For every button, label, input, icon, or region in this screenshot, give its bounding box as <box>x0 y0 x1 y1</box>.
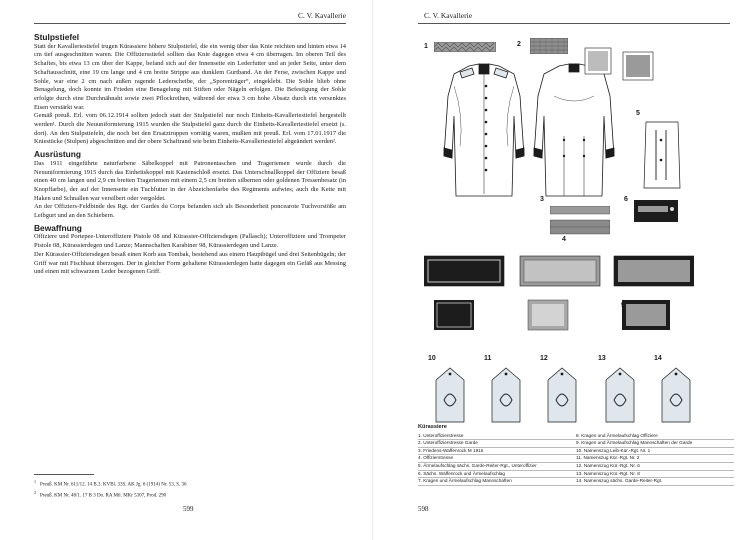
figure-number: 1 <box>424 43 428 50</box>
legend-item: 2. Unteroffizierstresse Garde <box>418 440 576 448</box>
right-header-rule <box>418 23 730 24</box>
legend-item: 13. Namenszug Kür.-Rgt. Nr. 8 <box>576 471 734 479</box>
legend-item: 7. Kragen und Ärmelaufschlag Mannschaften <box>418 478 576 486</box>
paragraph: Offiziere und Portepee-Unteroffiziere Pistole 08 und Kürassier-Offiziersdegen (Pallasch); Unteroffiziere und Trompeter Pistole 08, Kürassierdegen und Lanze; Mannschaften Karabiner 98, Kürassierdegen und Lanze. <box>34 233 346 250</box>
left-page-number: 599 <box>183 505 194 513</box>
paragraph: Statt der Kavalleriestiefel trugen Kürassiere höhere Stulpstiefel, die ein wenig über das Knie reichten und hinten etwa 14 cm tief ausgeschnitten waren. Die Offiziersstiefel sollten das Knie dagegen etwa 4 cm überragen. Im oberen Teil des Schaftes, bis etwa 13 cm über der Kappe, befand sich auf der Innenseite ein Lederfutter und an jeder Seite, unter dem Schaftausschnitt, eine 19 cm lange und 4 cm breite Strippe aus dunklem Gurtband. An der Ferse, zwischen Kappe und Sohle, war eine 2 cm nach außen ragende Lederscheibe, der „Sporenträger“, eingeklebt. Die Sohle blieb ohne Benagelung, doch konnte im Frieden eine Benagelung mit Stiften oder Nägeln erfolgen. Die Befestigung der Sohle erfolgte durch eine Durchnähnaht sowie zwei Pflockreihen, während der etwa 3 cm hohe Absatz durch ein versenktes Eisen verstärkt war. <box>34 42 346 111</box>
footnote: $^2$Preuß. KM Nr. 48/1. 17 B 3 Do. RA Mil. MKr 5307, Prod. 290 <box>34 489 167 499</box>
tresse-illustration-2 <box>530 38 568 54</box>
legend-item: 14. Namenszug sächs. Garde-Reiter-Rgt. <box>576 478 734 486</box>
footnote: $^1$Preuß. KM Nr. 611/12. 14 B.3. KVBl. 33S. AK Jg. 6 (1914) Nr. 53, S. 36 <box>34 479 187 488</box>
legend-item: 1. Unteroffizierstresse <box>418 433 576 441</box>
legend-item: 10. Namenszug Leib-Kür.-Rgt. Nr. 1 <box>576 448 734 456</box>
left-body-text <box>34 30 346 277</box>
tresse-illustration-4 <box>550 206 610 236</box>
figure-number: 11 <box>484 355 492 362</box>
schulterstueck-illustrations-10-14 <box>434 366 724 424</box>
right-page-number: 598 <box>418 505 429 513</box>
legend-item: 12. Namenszug Kür.-Rgt. Nr. 6 <box>576 463 734 471</box>
figure-number: 6 <box>624 196 628 203</box>
figure-number: 14 <box>654 355 662 362</box>
section-heading-stulpstiefel: Stulpstiefel <box>34 32 80 42</box>
paragraph: Der Kürassier-Offiziersdegen besaß einen Korb aus Tombak, bestehend aus einem Hauptbügel und drei Seitenbügeln; der Griff war mit Fischhaut überzogen. Der in gleicher Form gehaltene Kürassierdegen hatte dagegen ein Gefäß aus Messing und einen mit schwarzem Leder bezogenen Griff. <box>34 250 346 276</box>
legend-item: 11. Namenszug Kür.-Rgt. Nr. 2 <box>576 455 734 463</box>
legend-item: 8. Kragen und Ärmelaufschlag Offiziere <box>576 433 734 441</box>
legend-left-column <box>418 433 576 486</box>
paragraph: Gemäß preuß. Erl. vom 06.12.1914 sollten jedoch statt der Stulpstiefel nur noch Einheits-Kavalleriestiefel hergestellt werden¹. Durch die Neuuniformierung 1915 wurden die Stulpstiefel ganz durch die Einheits-Kavalleriestiefel ersetzt (s. dort). An den Stulpstiefeln, die noch bei den Ersatztruppen vorrätig waren, mußten mit preuß. Erl. vom 17.01.1917 die Kniestücke (Stulpen) abgeschnitten und der obere Schaftrand wie beim Einheits-Kavalleriestiefel abgeändert werden². <box>34 112 346 146</box>
legend-item: 5. Ärmelaufschlag sächs. Garde-Reiter-Rgt., Unteroffizier <box>418 463 576 471</box>
left-running-header: C. V. Kavallerie <box>297 11 346 20</box>
footnotes <box>34 478 187 499</box>
figure-legend <box>418 424 738 486</box>
figure-number: 5 <box>636 110 640 117</box>
figure-number: 12 <box>540 355 548 362</box>
right-running-header: C. V. Kavallerie <box>424 11 473 20</box>
tresse-illustration-1 <box>434 42 496 52</box>
aermelaufschlag-illustration-5 <box>642 120 684 190</box>
figure-number: 13 <box>598 355 606 362</box>
figure-number: 10 <box>428 355 436 362</box>
paragraph: Das 1911 eingeführte naturfarbene Säbelkoppel mit Patronentaschen und Trageriemen wurde durch die Neuuniformierung 1915 durch das Einheitskoppel mit Kastenschloß ersetzt. Das Unterschnallkoppel der Offiziere besaß einen 40 cm langen und 2,9 cm breiten Trageriemen mit einem 2,5 cm breiten silbernen oder goldenen Tressenbesatz (in Knopffarbe), der auf der Innenseite ein Tuchfutter in der Abzeichenfarbe des Regiments aufwies; auch die Kette mit Haken und Schnallen war versilbert oder vergoldet. <box>34 159 346 202</box>
left-header-rule <box>34 23 346 24</box>
saechs-waffenrock-illustration-6 <box>632 196 682 226</box>
section-heading-bewaffnung: Bewaffnung <box>34 222 82 233</box>
right-page <box>374 0 748 540</box>
legend-item: 3. Friedens-Waffenrock M 1915 <box>418 448 576 456</box>
figure-number: 2 <box>517 41 521 48</box>
legend-title: Kürassiere <box>418 424 447 430</box>
figure-number: 4 <box>562 236 566 243</box>
footnote-rule <box>34 474 94 475</box>
legend-right-column <box>576 433 734 486</box>
collar-tresse-illustration <box>579 44 659 84</box>
paragraph: An der Offiziers-Feldbinde des Rgt. der Gardes du Corps befanden sich als Besonderheit poncearote Tuchvorstöße am Leibgurt und an den Schiebern. <box>34 203 346 220</box>
kragen-illustrations-7-8-9 <box>424 252 694 342</box>
section-heading-ausruestung: Ausrüstung <box>34 149 81 160</box>
legend-item: 6. Sächs. Waffenrock und Ärmelaufschlag <box>418 471 576 479</box>
legend-item: 9. Kragen und Ärmelaufschlag Mannschaften der Garde <box>576 440 734 448</box>
legend-item: 4. Offizierstresse <box>418 455 576 463</box>
figure-number: 3 <box>540 196 544 203</box>
